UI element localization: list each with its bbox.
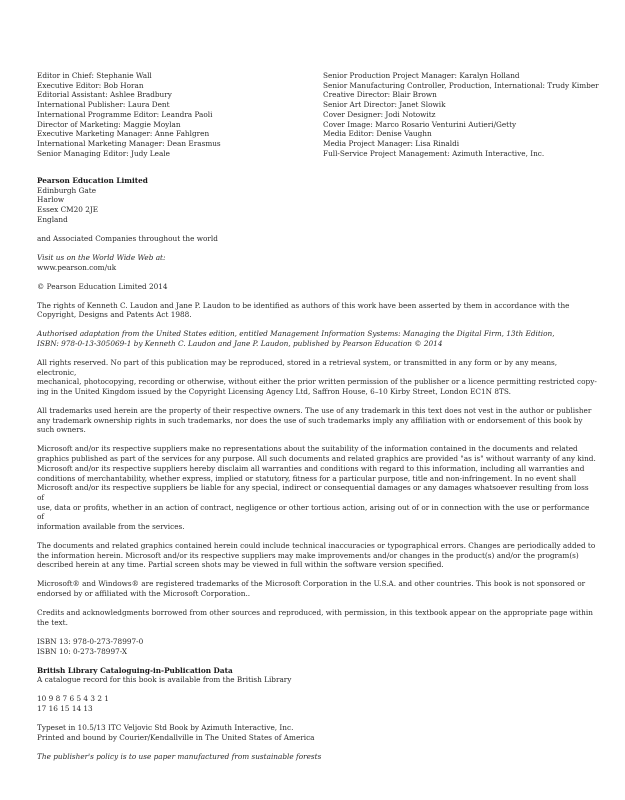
cip-block bbox=[37, 666, 597, 685]
credit-line: Full-Service Project Management: Azimuth Interactive, Inc. bbox=[323, 148, 545, 158]
paragraph-line: information available from the services. bbox=[37, 522, 185, 532]
credit-line: International Publisher: Laura Dent bbox=[37, 100, 170, 110]
website-label: Visit us on the World Wide Web at: bbox=[37, 252, 166, 262]
address-line: England bbox=[37, 214, 68, 224]
credit-line: Director of Marketing: Maggie Moylan bbox=[37, 119, 181, 129]
cip-text: A catalogue record for this book is available from the British Library bbox=[37, 675, 292, 685]
policy-block bbox=[37, 752, 597, 762]
credit-line: Executive Editor: Bob Horan bbox=[37, 80, 144, 90]
address-line: Edinburgh Gate bbox=[37, 185, 97, 195]
copyright-text: © Pearson Education Limited 2014 bbox=[37, 281, 168, 291]
paragraph-line: Authorised adaptation from the United States edition, entitled Management Information Systems: Managing the Digital Firm, 13th Edition, bbox=[37, 329, 555, 339]
paragraph-line: Credits and acknowledgments borrowed from other sources and reproduced, with permission, in this textbook appear on the appropriate page within bbox=[37, 608, 593, 618]
credits-right-column bbox=[323, 71, 599, 158]
paragraph-line: ISBN: 978-0-13-305069-1 by Kenneth C. Laudon and Jane P. Laudon, published by Pearson Education © 2014 bbox=[37, 338, 443, 348]
paragraph-line: mechanical, photocopying, recording or otherwise, without either the prior written permission of the publisher or a licence permitting restricted copy- bbox=[37, 377, 597, 387]
credit-line: Creative Director: Blair Brown bbox=[323, 90, 437, 100]
credit-line: International Marketing Manager: Dean Erasmus bbox=[37, 138, 221, 148]
paragraph-documents-graphics bbox=[37, 541, 597, 570]
isbn-13: ISBN 13: 978-0-273-78997-0 bbox=[37, 636, 144, 646]
associated-companies bbox=[37, 234, 597, 244]
paragraph-line: graphics published as part of the services for any purpose. All such documents and related graphics are provided "as is" without warranty of any kind. bbox=[37, 454, 596, 464]
address-line: Essex CM20 2JE bbox=[37, 205, 99, 215]
paragraph-line: Copyright, Designs and Patents Act 1988. bbox=[37, 310, 192, 320]
cip-heading: British Library Cataloguing-in-Publication Data bbox=[37, 665, 233, 675]
paragraph-line: The rights of Kenneth C. Laudon and Jane P. Laudon to be identified as authors of this work have been asserted by them in accordance with the bbox=[37, 300, 570, 310]
paragraph-line: endorsed by or affiliated with the Microsoft Corporation.. bbox=[37, 589, 251, 599]
credit-line: Cover Image: Marco Rosario Venturini Autieri/Getty bbox=[323, 119, 517, 129]
website-link[interactable]: www.pearson.com/uk bbox=[37, 262, 117, 272]
publisher-block bbox=[37, 176, 597, 225]
print-line-block bbox=[37, 694, 597, 713]
paragraph-line: the information herein. Microsoft and/or its respective suppliers may make improvements and/or changes in the product(s) and/or the program(s) bbox=[37, 550, 579, 560]
paragraph-line: All rights reserved. No part of this publication may be reproduced, stored in a retrieval system, or transmitted in any form or by any means, electronic, bbox=[37, 357, 558, 377]
main-text bbox=[37, 176, 597, 771]
paragraph-line: use, data or profits, whether in an action of contract, negligence or other tortious action, arising out of or in connection with the use or performance of bbox=[37, 502, 590, 522]
paragraph-line: Microsoft and/or its respective suppliers make no representations about the suitability of the information contained in the documents and related bbox=[37, 444, 578, 454]
credit-line: Executive Marketing Manager: Anne Fahlgren bbox=[37, 129, 210, 139]
paragraph-line: The documents and related graphics contained herein could include technical inaccuracies or typographical errors. Changes are periodically added to bbox=[37, 541, 596, 551]
typeset-block bbox=[37, 723, 597, 742]
paragraph-rights-authors bbox=[37, 301, 597, 320]
typeset-line: Typeset in 10.5/13 ITC Veljovic Std Book by Azimuth Interactive, Inc. bbox=[37, 722, 294, 732]
paragraph-trademarks bbox=[37, 406, 597, 435]
print-number-line: 10 9 8 7 6 5 4 3 2 1 bbox=[37, 694, 109, 704]
credit-line: Editorial Assistant: Ashlee Bradbury bbox=[37, 90, 172, 100]
paragraph-credits-ack bbox=[37, 608, 597, 627]
paragraph-adaptation bbox=[37, 329, 597, 348]
paragraph-line: Microsoft and/or its respective suppliers be liable for any special, indirect or consequential damages or any damages whatsoever resulting from loss of bbox=[37, 483, 589, 502]
associated-text: and Associated Companies throughout the world bbox=[37, 233, 218, 243]
website-block bbox=[37, 253, 597, 272]
paragraph-line: conditions of merchantability, whether express, implied or statutory, fitness for a particular purpose, title and non-infringement. In no event shall bbox=[37, 473, 577, 483]
isbn-10: ISBN 10: 0-273-78997-X bbox=[37, 646, 128, 656]
paragraph-line: the text. bbox=[37, 617, 68, 627]
credit-line: Senior Managing Editor: Judy Leale bbox=[37, 148, 170, 158]
credit-line: Editor in Chief: Stephanie Wall bbox=[37, 71, 152, 80]
credit-line: Senior Production Project Manager: Karalyn Holland bbox=[323, 71, 520, 80]
print-year-line: 17 16 15 14 13 bbox=[37, 703, 93, 713]
policy-text: The publisher's policy is to use paper manufactured from sustainable forests bbox=[37, 751, 322, 761]
credit-line: Cover Designer: Jodi Notowitz bbox=[323, 109, 436, 119]
credit-line: Media Editor: Denise Vaughn bbox=[323, 129, 432, 139]
paragraph-line: such owners. bbox=[37, 425, 86, 435]
copyright-notice bbox=[37, 282, 597, 292]
paragraph-line: Microsoft and/or its respective suppliers hereby disclaim all warranties and conditions with regard to this information, including all warranties and bbox=[37, 463, 585, 473]
credits-left-column bbox=[37, 71, 221, 158]
credit-line: Media Project Manager: Lisa Rinaldi bbox=[323, 138, 460, 148]
address-line: Harlow bbox=[37, 195, 65, 205]
paragraph-line: any trademark ownership rights in such trademarks, nor does the use of such trademarks imply any affiliation with or endorsement of this book by bbox=[37, 415, 583, 425]
printed-line: Printed and bound by Courier/Kendallville in The United States of America bbox=[37, 732, 315, 742]
publisher-name: Pearson Education Limited bbox=[37, 176, 148, 185]
paragraph-line: Microsoft® and Windows® are registered trademarks of the Microsoft Corporation in the U.S.A. and other countries. This book is not sponsored or bbox=[37, 579, 586, 589]
paragraph-line: ing in the United Kingdom issued by the Copyright Licensing Agency Ltd, Saffron House, 6–10 Kirby Street, London EC1N 8TS. bbox=[37, 387, 511, 397]
paragraph-all-rights bbox=[37, 358, 597, 397]
credit-line: Senior Manufacturing Controller, Production, International: Trudy Kimber bbox=[323, 80, 599, 90]
paragraph-microsoft-disclaimer bbox=[37, 444, 597, 531]
paragraph-ms-trademarks bbox=[37, 579, 597, 598]
credit-line: International Programme Editor: Leandra Paoli bbox=[37, 109, 213, 119]
isbn-block bbox=[37, 637, 597, 656]
paragraph-line: described herein at any time. Partial screen shots may be viewed in full within the software version specified. bbox=[37, 560, 444, 570]
credit-line: Senior Art Director: Janet Slowik bbox=[323, 100, 446, 110]
paragraph-line: All trademarks used herein are the property of their respective owners. The use of any trademark in this text does not vest in the author or publisher bbox=[37, 406, 592, 416]
